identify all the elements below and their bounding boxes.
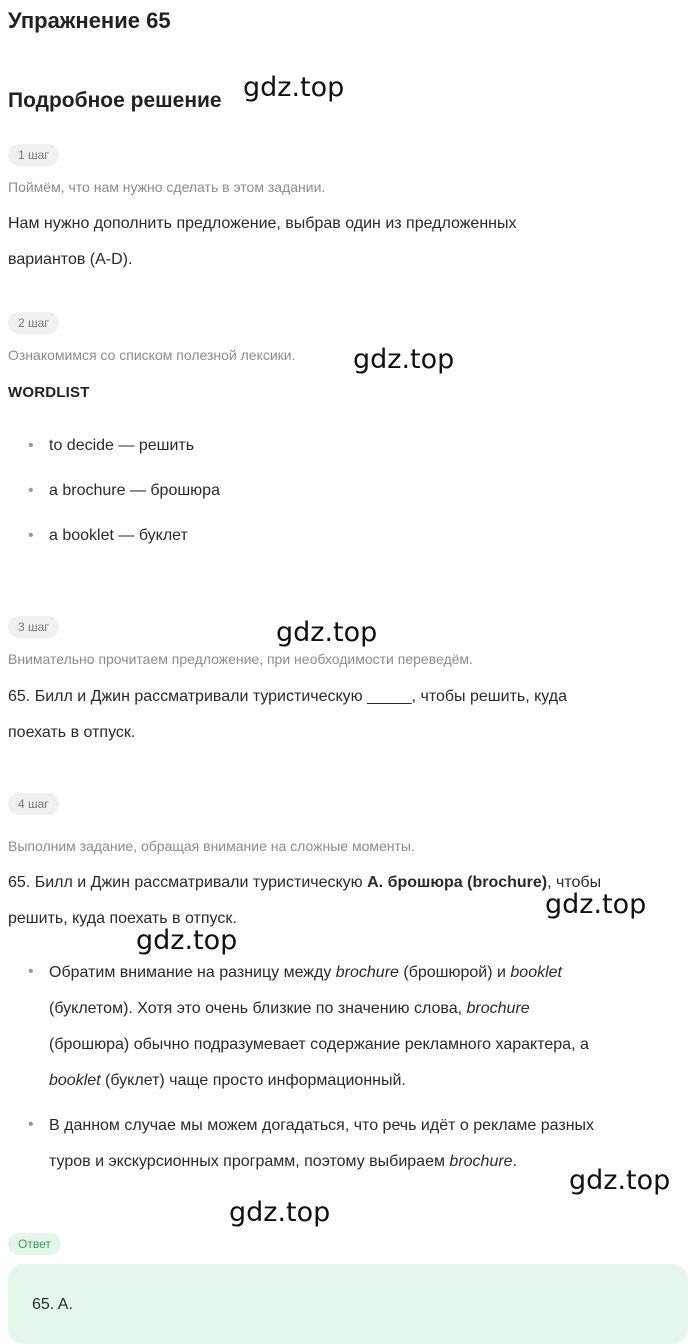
wordlist-item: a booklet — буклет xyxy=(49,527,188,544)
solution-heading: Подробное решение xyxy=(8,89,222,112)
step-3-text xyxy=(8,679,683,751)
watermark: gdz.top xyxy=(569,1165,671,1196)
list-bullet: • xyxy=(28,527,34,544)
watermark: gdz.top xyxy=(136,925,238,956)
step-1-text-line: Нам нужно дополнить предложение, выбрав один из предложенных xyxy=(8,215,517,232)
step-2-hint: Ознакомимся со списком полезной лексики. xyxy=(8,347,296,363)
answer-badge: Ответ xyxy=(8,1233,61,1255)
step-4-badge: 4 шаг xyxy=(8,793,59,815)
watermark: gdz.top xyxy=(353,344,455,375)
answer-highlight: А. брошюра (brochure) xyxy=(367,874,548,891)
answer-text: 65. A. xyxy=(32,1296,73,1313)
step-1-text-line: вариантов (A-D). xyxy=(8,251,133,268)
step-4-hint: Выполним задание, обращая внимание на сложные моменты. xyxy=(8,838,415,854)
list-bullet: • xyxy=(28,963,34,980)
wordlist-item: to decide — решить xyxy=(49,437,195,454)
wordlist-item: a brochure — брошюра xyxy=(49,482,220,499)
explanation-item: Обратим внимание на разницу между brochure (брошюрой) и booklet (буклетом). Хотя это очень близкие по значению слова, brochure (брошюра) обычно подразумевает содержание рекламного характера, а booklet (буклет) чаще просто информационный. xyxy=(49,964,589,1089)
page-title: Упражнение 65 xyxy=(8,8,171,33)
step-3-hint: Внимательно прочитаем предложение, при необходимости переведём. xyxy=(8,651,473,667)
step-1-hint: Поймём, что нам нужно сделать в этом задании. xyxy=(8,179,326,195)
step-3-text-line: 65. Билл и Джин рассматривали туристическую _____, чтобы решить, куда xyxy=(8,688,567,705)
step-2-badge: 2 шаг xyxy=(8,312,59,334)
list-bullet: • xyxy=(28,482,34,499)
answer-box xyxy=(8,1264,688,1344)
step-3-text-line: поехать в отпуск. xyxy=(8,724,136,741)
step-4-sentence-line: решить, куда поехать в отпуск. xyxy=(8,910,237,927)
step-3-badge: 3 шаг xyxy=(8,616,59,638)
step-4-sentence-line: 65. Билл и Джин рассматривали туристическую А. брошюра (brochure), чтобы xyxy=(8,874,602,891)
watermark: gdz.top xyxy=(545,889,647,920)
list-bullet: • xyxy=(28,1116,34,1133)
watermark: gdz.top xyxy=(243,72,345,103)
step-1-text xyxy=(8,206,683,278)
explanation-item: В данном случае мы можем догадаться, что речь идёт о рекламе разных туров и экскурсионных программ, поэтому выбираем brochure. xyxy=(49,1117,595,1170)
watermark: gdz.top xyxy=(276,617,378,648)
watermark: gdz.top xyxy=(229,1197,331,1228)
list-bullet: • xyxy=(28,437,34,454)
step-1-badge: 1 шаг xyxy=(8,144,59,166)
wordlist-title: WORDLIST xyxy=(8,384,90,401)
